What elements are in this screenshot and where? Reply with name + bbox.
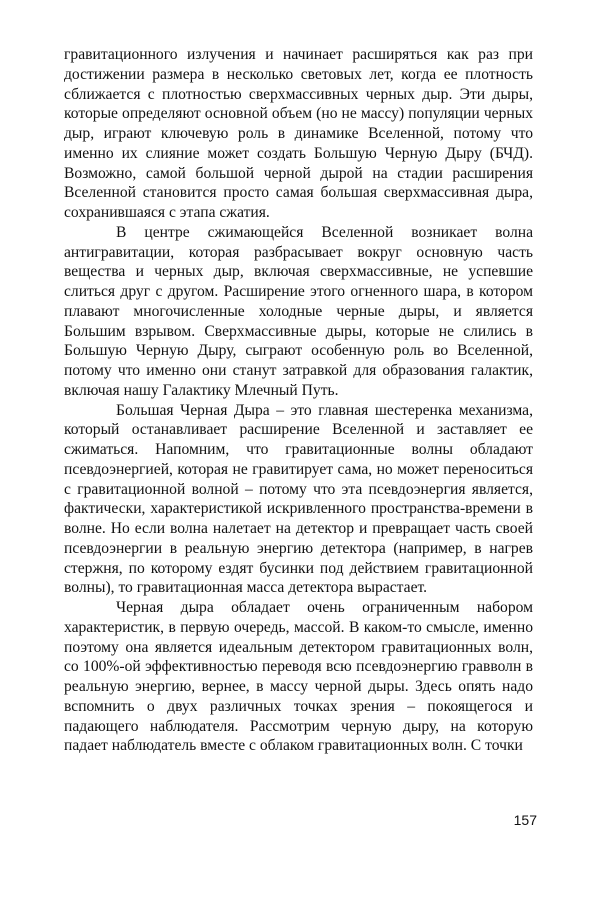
body-text bbox=[64, 45, 533, 756]
paragraph-2: В центре сжимающейся Вселенной возникает волна антигравитации, которая разбрасывает вокруг основную часть вещества и черных дыр, включая сверхмассивные, не успевшие слиться друг с другом. Расширение этого огненного шара, в котором плавают многочисленные холодные черные дыры, и является Большим взрывом. Сверхмассивные дыры, которые не слились в Большую Черную Дыру, сыграют особенную роль во Вселенной, потому что именно они станут затравкой для образования галактик, включая нашу Галактику Млечный Путь. bbox=[64, 223, 533, 399]
page-number: 157 bbox=[513, 812, 537, 828]
paragraph-1: гравитационного излучения и начинает расширяться как раз при достижении размера в несколько световых лет, когда ее плотность сближается с плотностью сверхмассивных черных дыр. Эти дыры, которые определяют основной объем (но не массу) популяции черных дыр, играют ключевую роль в динамике Вселенной, потому что именно их слияние может создать Большую Черную Дыру (БЧД). Возможно, самой большой черной дырой на стадии расширения Вселенной становится просто самая большая сверхмассивная дыра, сохранившаяся с этапа сжатия. bbox=[64, 46, 533, 221]
paragraph-3: Большая Черная Дыра – это главная шестеренка механизма, который останавливает расширение Вселенной и заставляет ее сжиматься. Напомним, что гравитационные волны обладают псевдоэнергией, которая не гравитирует сама, но может переноситься с гравитационной волной – потому что эта псевдоэнергия является, фактически, характеристикой искривленного пространства-времени в волне. Но если волна налетает на детектор и превращает часть своей псевдоэнергии в реальную энергию детектора (например, в нагрев стержня, по которому ездят бусинки под действием гравитационной волны), то гравитационная масса детектора вырастает. bbox=[64, 401, 533, 597]
paragraph-4: Черная дыра обладает очень ограниченным набором характеристик, в первую очередь, массой. В каком-то смысле, именно поэтому она является идеальным детектором гравитационных волн, со 100%-ой эффективностью переводя всю псевдоэнергию гравволн в реальную энергию, вернее, в массу черной дыры. Здесь опять надо вспомнить о двух различных точках зрения – покоящегося и падающего наблюдателя. Рассмотрим черную дыру, на которую падает наблюдатель вместе с облаком гравитационных волн. С точки bbox=[64, 599, 533, 755]
